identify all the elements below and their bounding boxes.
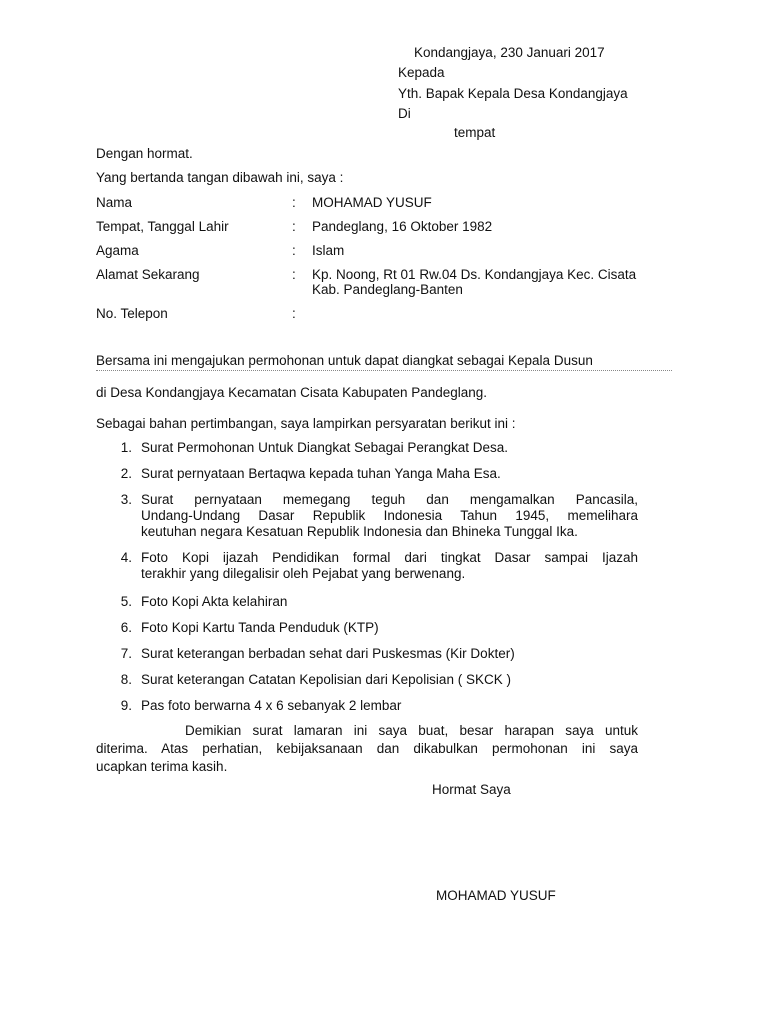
- list-item-line: Undang-Undang Dasar Republik Indonesia Tahun 1945, memelihara: [141, 508, 638, 523]
- field-colon: :: [292, 195, 296, 210]
- to-label: Kepada: [398, 65, 445, 80]
- attachments-intro: Sebagai bahan pertimbangan, saya lampirkan persyaratan berikut ini :: [96, 416, 516, 431]
- signature-salutation: Hormat Saya: [432, 782, 511, 797]
- field-label-nama: Nama: [96, 195, 133, 210]
- field-value-alamat-2: Kab. Pandeglang-Banten: [312, 282, 463, 297]
- field-label-telepon: No. Telepon: [96, 306, 168, 321]
- place-label: tempat: [454, 125, 496, 140]
- list-item-line: Surat pernyataan memegang teguh dan mengamalkan Pancasila,: [141, 492, 638, 507]
- greeting: Dengan hormat.: [96, 146, 193, 161]
- field-colon: :: [292, 219, 296, 234]
- list-number: 1.: [120, 440, 132, 455]
- list-number: 8.: [120, 672, 132, 687]
- list-number: 9.: [120, 698, 132, 713]
- field-colon: :: [292, 267, 296, 282]
- list-number: 6.: [120, 620, 132, 635]
- field-label-alamat: Alamat Sekarang: [96, 267, 200, 282]
- list-number: 3.: [120, 492, 132, 507]
- list-item: Pas foto berwarna 4 x 6 sebanyak 2 lembar: [141, 698, 402, 713]
- request-line-1: Bersama ini mengajukan permohonan untuk dapat diangkat sebagai Kepala Dusun: [96, 353, 672, 371]
- closing-line-3: ucapkan terima kasih.: [96, 759, 228, 774]
- field-value-ttl: Pandeglang, 16 Oktober 1982: [312, 219, 493, 234]
- field-label-ttl: Tempat, Tanggal Lahir: [96, 219, 229, 234]
- list-item: Foto Kopi Kartu Tanda Penduduk (KTP): [141, 620, 379, 635]
- field-value-nama: MOHAMAD YUSUF: [312, 195, 432, 210]
- field-value-agama: Islam: [312, 243, 345, 258]
- signature-name: MOHAMAD YUSUF: [436, 888, 556, 903]
- field-label-agama: Agama: [96, 243, 139, 258]
- closing-line-1: Demikian surat lamaran ini saya buat, besar harapan saya untuk: [185, 723, 638, 738]
- intro: Yang bertanda tangan dibawah ini, saya :: [96, 170, 344, 185]
- field-colon: :: [292, 243, 296, 258]
- list-item: Surat Permohonan Untuk Diangkat Sebagai Perangkat Desa.: [141, 440, 508, 455]
- list-item-line: Foto Kopi ijazah Pendidikan formal dari tingkat Dasar sampai Ijazah: [141, 550, 638, 565]
- list-item-line: keutuhan negara Kesatuan Republik Indonesia dan Bhineka Tunggal Ika.: [141, 524, 578, 539]
- place-date: Kondangjaya, 230 Januari 2017: [414, 45, 605, 60]
- field-colon: :: [292, 306, 296, 321]
- list-item: Surat keterangan berbadan sehat dari Puskesmas (Kir Dokter): [141, 646, 515, 661]
- list-number: 7.: [120, 646, 132, 661]
- list-item: Surat pernyataan Bertaqwa kepada tuhan Yanga Maha Esa.: [141, 466, 501, 481]
- recipient: Yth. Bapak Kepala Desa Kondangjaya: [398, 86, 628, 101]
- list-item-line: terakhir yang dilegalisir oleh Pejabat yang berwenang.: [141, 566, 466, 581]
- request-line-2: di Desa Kondangjaya Kecamatan Cisata Kabupaten Pandeglang.: [96, 385, 488, 400]
- list-item: Surat keterangan Catatan Kepolisian dari Kepolisian ( SKCK ): [141, 672, 511, 687]
- list-number: 2.: [120, 466, 132, 481]
- closing-line-2: diterima. Atas perhatian, kebijaksanaan dan dikabulkan permohonan ini saya: [96, 741, 638, 756]
- field-value-alamat: Kp. Noong, Rt 01 Rw.04 Ds. Kondangjaya Kec. Cisata: [312, 267, 637, 282]
- list-item: Foto Kopi Akta kelahiran: [141, 594, 288, 609]
- list-number: 5.: [120, 594, 132, 609]
- list-number: 4.: [120, 550, 132, 565]
- di-label: Di: [398, 106, 411, 121]
